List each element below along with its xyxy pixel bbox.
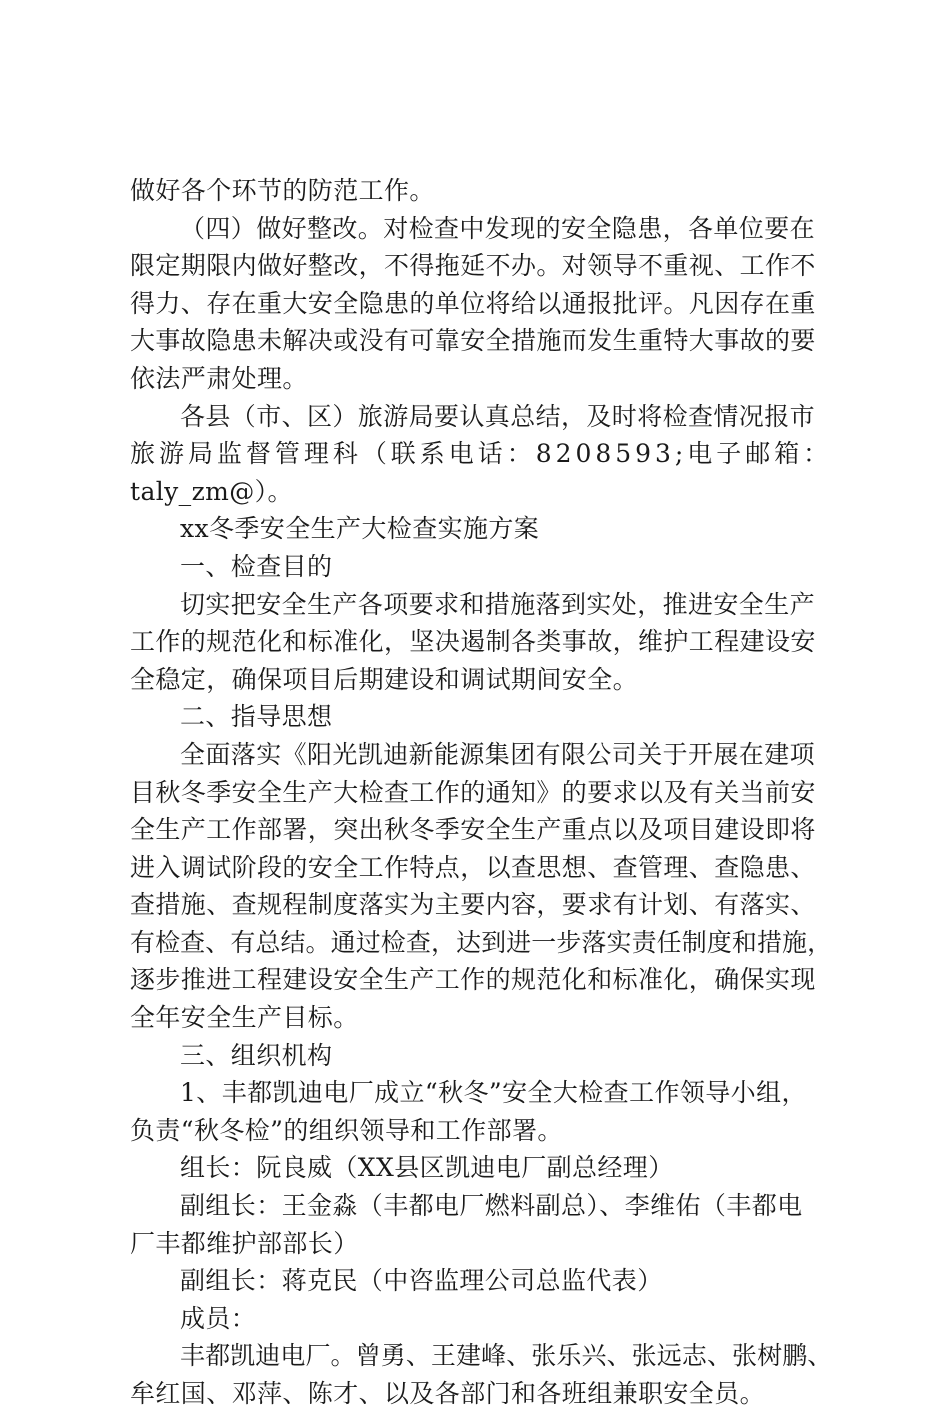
text-line: 负责“秋冬检”的组织领导和工作部署。 [130,1115,563,1145]
text-line: 逐步推进工程建设安全生产工作的规范化和标准化，确保实现 [130,965,816,995]
text-line: 全稳定，确保项目后期建设和调试期间安全。 [130,664,639,694]
text-line: 切实把安全生产各项要求和措施落到实处，推进安全生产 [180,589,816,619]
text-line: （四）做好整改。对检查中发现的安全隐患，各单位要在 [180,213,816,243]
text-line: 有检查、有总结。通过检查，达到进一步落实责任制度和措施， [130,927,833,957]
text-line: 得力、存在重大安全隐患的单位将给以通报批评。凡因存在重 [130,288,816,318]
document-title: xx冬季安全生产大检查实施方案 [180,514,540,544]
text-line: 全生产工作部署，突出秋冬季安全生产重点以及项目建设即将 [130,815,816,845]
text-line: 成员： [180,1303,257,1333]
document-body [130,172,832,1413]
section-heading: 二、指导思想 [180,702,333,732]
text-line: 厂丰都维护部部长） [130,1228,359,1258]
section-heading: 一、检查目的 [180,551,333,581]
text-line: 做好各个环节的防范工作。 [130,176,435,205]
text-line: 限定期限内做好整改，不得拖延不办。对领导不重视、工作不 [130,251,816,281]
text-line: 副组长：王金淼（丰都电厂燃料副总）、李维佑（丰都电 [180,1191,803,1221]
text-line: 旅游局监督管理科（联系电话：8208593;电子邮箱： [130,439,833,469]
text-line: 副组长：蒋克民（中咨监理公司总监代表） [180,1266,663,1296]
text-line: 组长：阮良威（XX县区凯迪电厂副总经理） [180,1153,674,1183]
text-line: 工作的规范化和标准化，坚决遏制各类事故，维护工程建设安 [130,627,816,657]
text-line: 丰都凯迪电厂。曾勇、王建峰、张乐兴、张远志、张树鹏、 [180,1341,833,1371]
text-line: 查措施、查规程制度落实为主要内容，要求有计划、有落实、 [130,890,816,920]
text-line: taly_zm@）。 [130,476,293,506]
text-line: 进入调试阶段的安全工作特点，以查思想、查管理、查隐患、 [130,852,816,882]
text-line: 大事故隐患未解决或没有可靠安全措施而发生重特大事故的要 [130,326,816,356]
text-line: 1、丰都凯迪电厂成立“秋冬”安全大检查工作领导小组， [180,1078,807,1108]
text-line: 牟红国、邓萍、陈才、以及各部门和各班组兼职安全员。 [130,1379,766,1408]
text-line: 目秋冬季安全生产大检查工作的通知》的要求以及有关当前安 [130,777,816,807]
section-heading: 三、组织机构 [180,1040,333,1070]
text-line: 全面落实《阳光凯迪新能源集团有限公司关于开展在建项 [180,739,816,769]
text-line: 依法严肃处理。 [130,363,308,393]
text-line: 各县（市、区）旅游局要认真总结，及时将检查情况报市 [180,401,816,431]
text-line: 全年安全生产目标。 [130,1003,359,1033]
